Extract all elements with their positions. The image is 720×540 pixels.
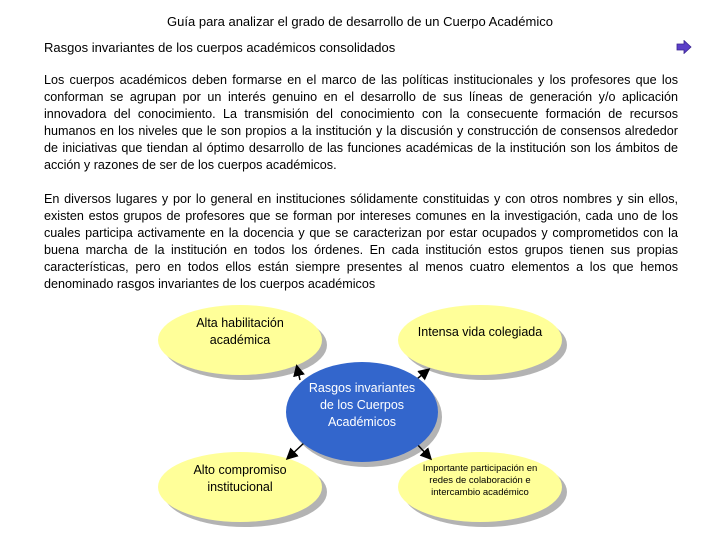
arrow-bottom-left — [288, 442, 305, 458]
label-bottom-left: Alto compromiso institucional — [193, 463, 287, 494]
label-center: Rasgos invariantes de los Cuerpos Académicos — [308, 381, 416, 429]
label-bottom-right: Importante participación en redes de colaboración e intercambio académico — [422, 463, 538, 498]
page-title: Guía para analizar el grado de desarrollo de un Cuerpo Académico — [167, 14, 553, 29]
context-paragraph: En diversos lugares y por lo general en instituciones sólidamente constituidas y con otros nombres y sin ellos, existen estos grupos de profesores que se forman por intereses comunes en la investigación, cada uno de los cuales participa activamente en la docencia y que se caracterizan por estar ocupados y comprometidos con la buena marcha de la institución en todos los órdenes. En cada institución estos grupos tienen sus propias características, pero en todos ellos están siempre presentes al menos cuatro elementos a los que hemos denominado rasgos invariantes de los cuerpos académicos — [44, 192, 678, 291]
intro-paragraph: Los cuerpos académicos deben formarse en el marco de las políticas institucionales y los profesores que los conforman se agrupan por un interés genuino en el desarrollo de sus líneas de generación y/o aplicación innovadora del conocimiento. La transmisión del conocimiento con la consecuente formación de recursos humanos en los niveles que le son propios a la institución y la discusión y construcción de consensos alrededor de iniciativas que tiendan al óptimo desarrollo de las funciones académicas de la institución son los ámbitos de acción y razones de ser de los cuerpos académicos. — [44, 73, 678, 172]
section-subtitle: Rasgos invariantes de los cuerpos académicos consolidados — [44, 40, 396, 55]
label-top-right: Intensa vida colegiada — [417, 325, 543, 339]
label-top-left: Alta habilitación académica — [196, 316, 284, 347]
